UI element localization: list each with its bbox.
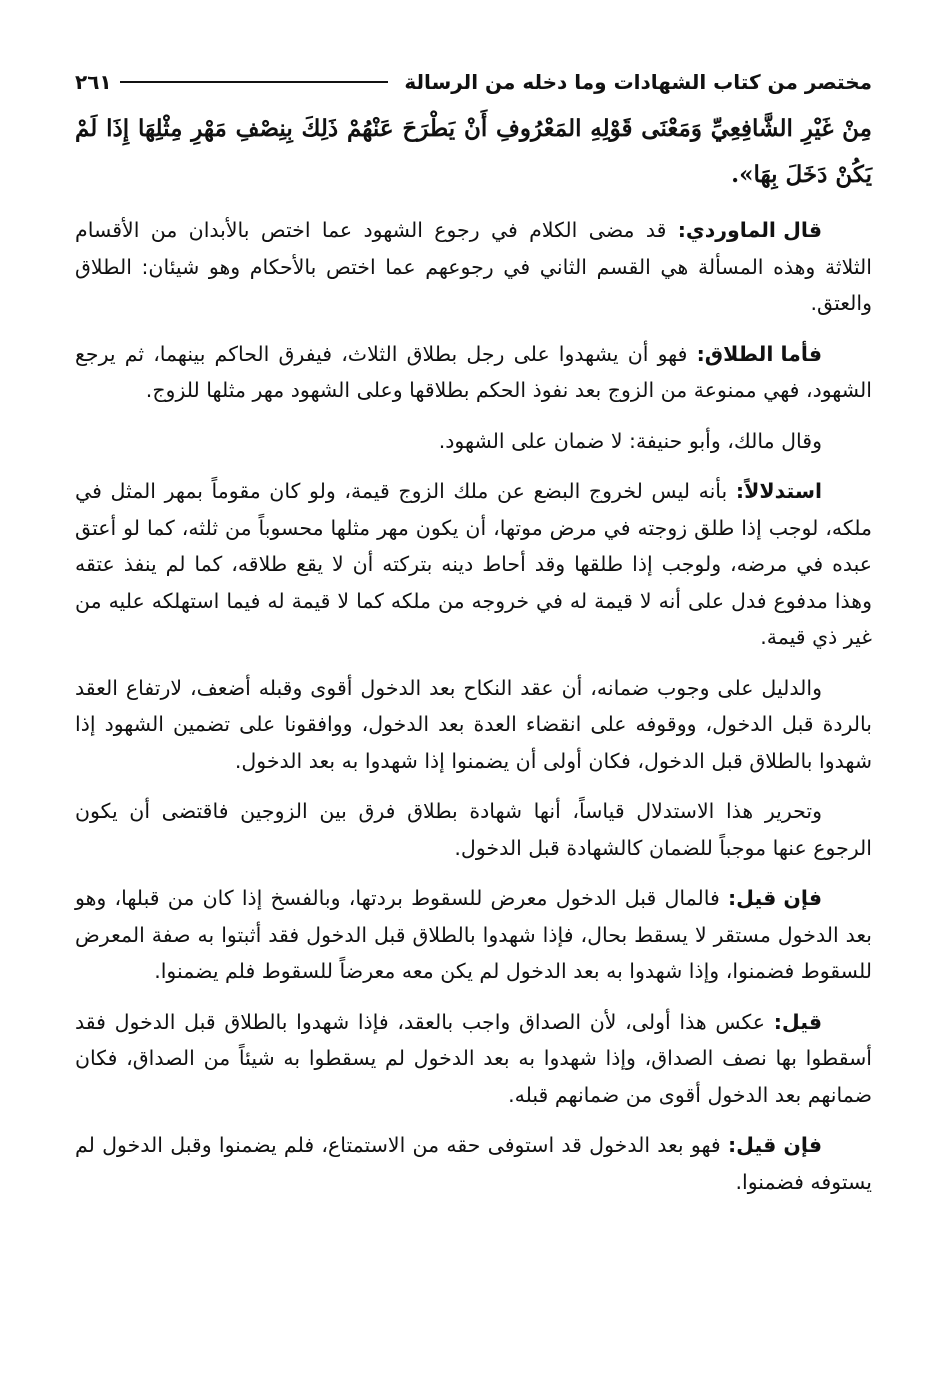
paragraph-6-text: وتحرير هذا الاستدلال قياساً، أنها شهادة بطلاق فرق بين الزوجين فاقتضى أن يكون الرجوع عنها موجباً للضمان كالشهادة قبل الدخول. (75, 799, 872, 860)
paragraph-1-lead: قال الماوردي: (677, 218, 822, 242)
running-title: مختصر من كتاب الشهادات وما دخله من الرسالة (396, 70, 872, 94)
paragraph-9-lead: فإن قيل: (727, 1133, 822, 1157)
book-page (75, 62, 872, 1214)
paragraph-7-lead: فإن قيل: (727, 886, 822, 910)
paragraph-4-text: بأنه ليس لخروج البضع عن ملك الزوج قيمة، ولو كان مقوماً بمهر المثل في ملكه، لوجب إذا طلق زوجته في مرض موتها، أن يكون مهر مثلها محسوباً من ثلثه، كما لو أعتق عبده في مرضه، ولوجب إذا طلقها وقد أحاط دينه بتركته أن لا يقع طلاقه، كما لم ينفذ عتقه وهذا مدفوع فدل على أنه لا قيمة له في خروجه من ملكه كما لا قيمة له فيما استهلكه عليه من غير ذي قيمة. (75, 479, 872, 649)
paragraph-1-text: قد مضى الكلام في رجوع الشهود عما اختص بالأبدان من الأقسام الثلاثة وهذه المسألة هي القسم الثاني في رجوعهم عما اختص بالأحكام وهو شيئان: الطلاق والعتق. (75, 218, 872, 315)
paragraph-2 (75, 336, 872, 409)
paragraph-8-lead: قيل: (773, 1009, 822, 1034)
paragraph-8-text: عكس هذا أولى، لأن الصداق واجب بالعقد، فإذا شهدوا بالطلاق قبل الدخول فقد أسقطوا بها نصف الصداق، وإذا شهدوا به بعد الدخول لم يسقطوا به شيئاً من الصداق، فكان ضمانهم بعد الدخول أقوى من ضمانهم قبله. (75, 1009, 872, 1107)
paragraph-9 (75, 1127, 872, 1200)
header-rule (120, 81, 389, 83)
paragraph-4 (75, 473, 872, 656)
page-header (75, 62, 872, 102)
paragraph-3-text: وقال مالك، وأبو حنيفة: لا ضمان على الشهود. (438, 428, 822, 453)
paragraph-2-text: فهو أن يشهدوا على رجل بطلاق الثلاث، فيفرق الحاكم بينهما، ثم يرجع الشهود، فهي ممنوعة من الزوج بعد نفوذ الحكم بطلاقها وعلى الشهود مهر مثلها للزوج. (75, 341, 872, 402)
paragraph-5 (75, 670, 872, 780)
paragraph-5-text: والدليل على وجوب ضمانه، أن عقد النكاح بعد الدخول أقوى وقبله أضعف، لارتفاع العقد بالردة قبل الدخول، ووقوفه على انقضاء العدة بعد الدخول، ووافقونا على تضمين الشهود إذا شهدوا بالطلاق قبل الدخول، فكان أولى أن يضمنوا إذا شهدوا به بعد الدخول. (75, 675, 872, 773)
paragraph-3 (75, 423, 872, 460)
page-number: ٢٦١ (75, 70, 112, 94)
paragraph-6 (75, 793, 872, 866)
paragraph-7 (75, 880, 872, 990)
quoted-text: مِنْ غَيْرِ الشَّافِعِيِّ وَمَعْنَى قَوْلِهِ المَعْرُوفِ أَنْ يَطْرَحَ عَنْهُمْ ذَلِكَ بِنِصْفِ مَهْرِ مِثْلِهَا إِذَا لَمْ يَكُنْ دَخَلَ بِهَا». (75, 115, 872, 188)
paragraph-2-lead: فأما الطلاق: (696, 341, 822, 366)
paragraph-7-text: فالمال قبل الدخول معرض للسقوط بردتها، وبالفسخ إذا كان من قبلها، وهو بعد الدخول مستقر لا يسقط بحال، فإذا شهدوا بالطلاق قبل الدخول فقد أثبتوا به صفة المعرض للسقوط فضمنوا، وإذا شهدوا به بعد الدخول لم يكن معه معرضاً للسقوط فلم يضمنوا. (75, 886, 872, 983)
paragraph-8 (75, 1004, 872, 1114)
paragraph-1 (75, 212, 872, 322)
paragraph-9-text: فهو بعد الدخول قد استوفى حقه من الاستمتاع، فلم يضمنوا وقبل الدخول لم يستوفه فضمنوا. (75, 1133, 872, 1194)
paragraph-4-lead: استدلالاً: (735, 479, 822, 503)
